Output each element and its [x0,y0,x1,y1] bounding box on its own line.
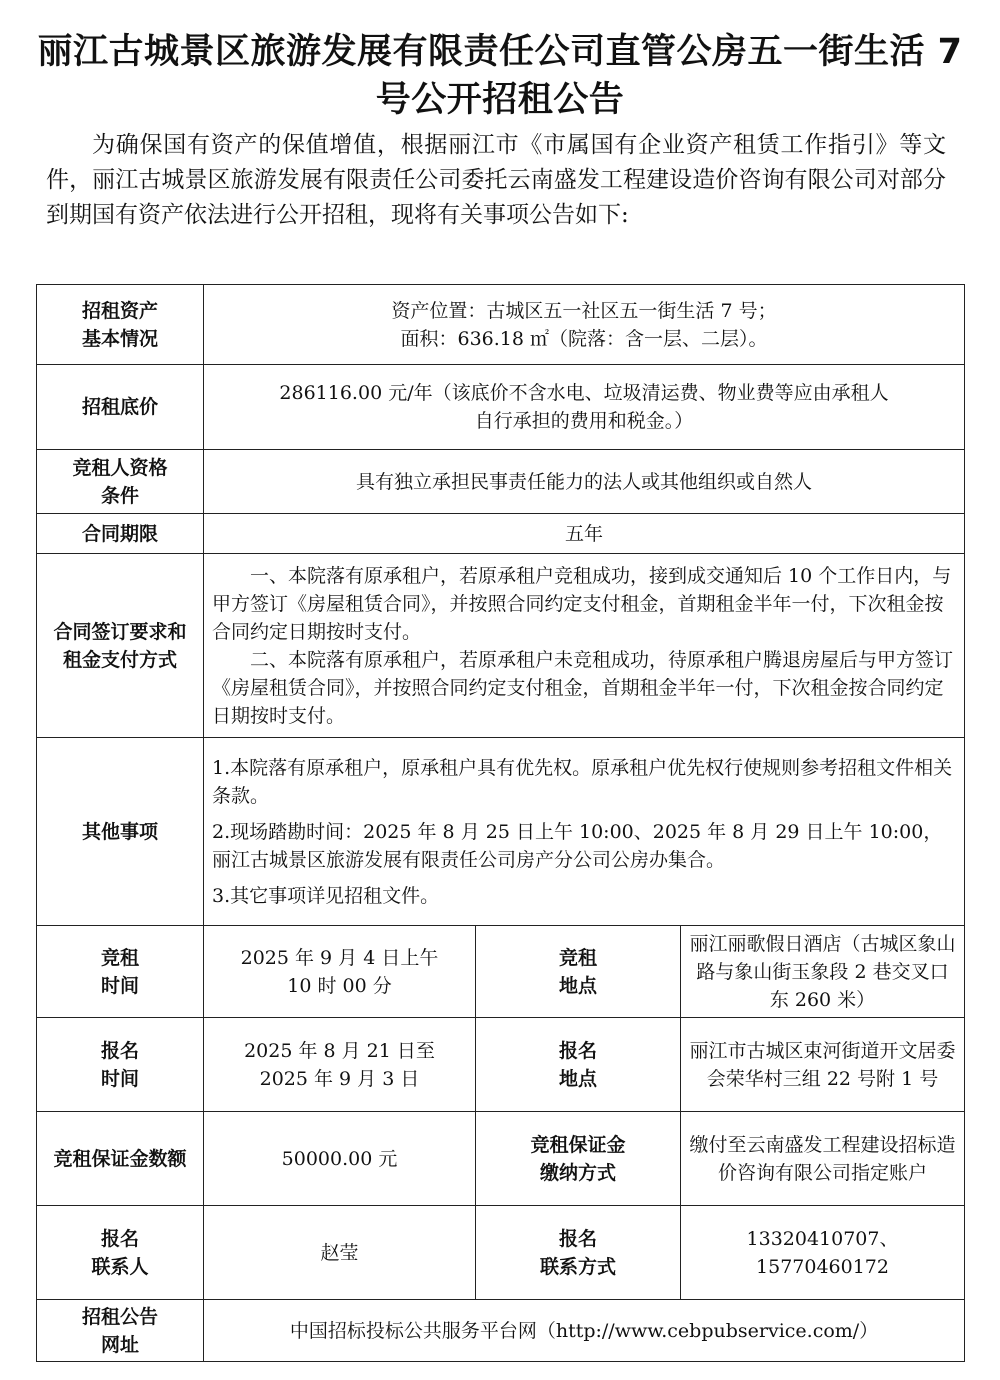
notice-table [36,284,965,1362]
table-row [37,1206,965,1300]
contact-person-label [37,1206,204,1300]
qualification-label-line1: 竞租人资格 [72,456,168,479]
bid-place-value: 丽江丽歌假日酒店（古城区象山路与象山街玉象段 2 巷交叉口东 260 米） [681,926,965,1018]
contact-method-label-line2: 联系方式 [539,1255,616,1278]
table-row [37,514,965,554]
bid-place-label-line1: 竞租 [558,946,597,969]
price-value [204,365,965,450]
qualification-label [37,450,204,514]
table-row [37,554,965,738]
other-item-2: 2.现场踏勘时间：2025 年 8 月 25 日上午 10:00、2025 年 8 月 29 日上午 10:00，丽江古城景区旅游发展有限责任公司房产分公司公房办集合。 [212,820,943,871]
contract-label-line2: 租金支付方式 [62,648,177,671]
bid-place-label-line2: 地点 [558,974,597,997]
contract-label [37,554,204,738]
bid-time-label [37,926,204,1018]
register-time-label-line1: 报名 [100,1039,139,1062]
deposit-method-label [476,1112,681,1206]
deposit-amount-value: 50000.00 元 [204,1112,476,1206]
bid-time-line2: 10 时 00 分 [287,974,392,997]
contact-method-label-line1: 报名 [558,1227,597,1250]
other-value [204,738,965,926]
intro-paragraph: 为确保国有资产的保值增值，根据丽江市《市属国有企业资产租赁工作指引》等文件，丽江古城景区旅游发展有限责任公司委托云南盛发工程建设造价咨询有限公司对部分到期国有资产依法进行公开招租，现将有关事项公告如下: [46,132,946,228]
table-row [37,1112,965,1206]
asset-value [204,285,965,365]
contract-paragraph-1: 一、本院落有原承租户，若原承租户竞租成功，接到成交通知后 10 个工作日内，与甲方签订《房屋租赁合同》，并按照合同约定支付租金，首期租金半年一付，下次租金按合同约定日期按时支付。 [212,564,952,643]
bid-place-label [476,926,681,1018]
deposit-method-label-line1: 竞租保证金 [530,1133,626,1156]
contact-phone-2: 15770460172 [756,1255,889,1278]
table-row [37,926,965,1018]
other-label: 其他事项 [37,738,204,926]
register-time-label-line2: 时间 [100,1067,139,1090]
register-place-value: 丽江市古城区束河街道开文居委会荣华村三组 22 号附 1 号 [681,1018,965,1112]
contact-person-label-line2: 联系人 [91,1255,149,1278]
table-row [37,1300,965,1362]
term-value: 五年 [204,514,965,554]
website-label-line1: 招租公告 [81,1305,158,1328]
table-row [37,285,965,365]
contact-person-label-line1: 报名 [100,1227,139,1250]
asset-location: 资产位置：古城区五一社区五一街生活 7 号； [391,299,777,322]
register-place-label-line1: 报名 [558,1039,597,1062]
register-place-label [476,1018,681,1112]
bid-time-value [204,926,476,1018]
register-time-line1: 2025 年 8 月 21 日至 [244,1039,435,1062]
register-time-label [37,1018,204,1112]
asset-label-line2: 基本情况 [81,327,158,350]
table-row [37,450,965,514]
website-label-line2: 网址 [100,1333,139,1356]
asset-area: 面积：636.18 ㎡（院落：含一层、二层）。 [400,327,768,350]
price-line2: 自行承担的费用和税金。） [474,410,694,432]
contact-method-value [681,1206,965,1300]
asset-label [37,285,204,365]
table-row [37,738,965,926]
asset-label-line1: 招租资产 [81,299,158,322]
bid-time-label-line2: 时间 [100,974,139,997]
contact-phone-1: 13320410707、 [746,1227,899,1250]
qualification-label-line2: 条件 [100,484,139,507]
contact-person-value: 赵莹 [204,1206,476,1300]
contract-paragraph-2: 二、本院落有原承租户，若原承租户未竞租成功，待原承租户腾退房屋后与甲方签订《房屋租赁合同》，并按照合同约定支付租金，首期租金半年一付，下次租金按合同约定日期按时支付。 [212,648,954,727]
register-place-label-line2: 地点 [558,1067,597,1090]
deposit-amount-label: 竞租保证金数额 [37,1112,204,1206]
website-value: 中国招标投标公共服务平台网（http://www.cebpubservice.com/） [204,1300,965,1362]
contract-label-line1: 合同签订要求和 [53,620,187,643]
register-time-line2: 2025 年 9 月 3 日 [259,1067,420,1090]
register-time-value [204,1018,476,1112]
price-line1: 286116.00 元/年（该底价不含水电、垃圾清运费、物业费等应由承租人 [279,382,889,404]
page-title: 丽江古城景区旅游发展有限责任公司直管公房五一街生活 7 号公开招租公告 [37,32,963,120]
term-label: 合同期限 [37,514,204,554]
contract-value [204,554,965,738]
other-item-3: 3.其它事项详见招租文件。 [212,884,440,907]
bid-time-label-line1: 竞租 [100,946,139,969]
contact-method-label [476,1206,681,1300]
qualification-value: 具有独立承担民事责任能力的法人或其他组织或自然人 [204,450,965,514]
bid-time-line1: 2025 年 9 月 4 日上午 [240,946,439,969]
table-row [37,1018,965,1112]
website-label [37,1300,204,1362]
other-item-1: 1.本院落有原承租户，原承租户具有优先权。原承租户优先权行使规则参考招租文件相关条款。 [212,756,953,807]
deposit-method-value: 缴付至云南盛发工程建设招标造价咨询有限公司指定账户 [681,1112,965,1206]
deposit-method-label-line2: 缴纳方式 [539,1161,616,1184]
intro-text [46,128,946,233]
price-label: 招租底价 [37,365,204,450]
table-row [37,365,965,450]
